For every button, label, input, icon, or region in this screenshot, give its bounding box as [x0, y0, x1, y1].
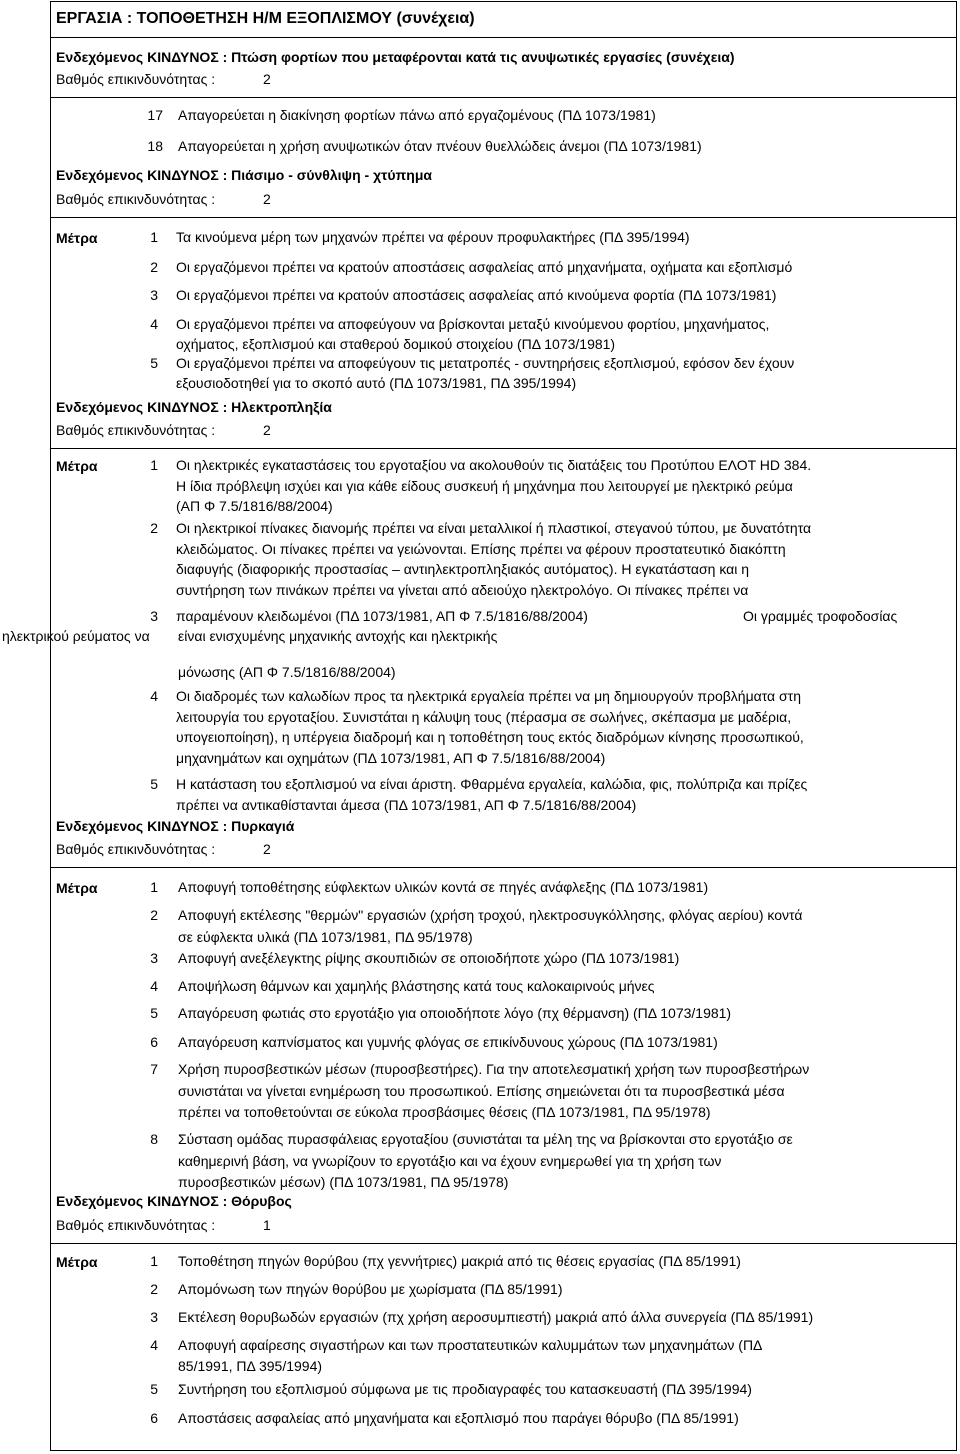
item-number: 1 [150, 1253, 158, 1269]
item-number: 3 [150, 287, 158, 303]
item-text-line: Οι εργαζόμενοι πρέπει να αποφεύγουν να βρίσκονται μεταξύ κινούμενου φορτίου, μηχανήματος, [176, 316, 770, 332]
item-text-line: Αποφυγή τοποθέτησης εύφλεκτων υλικών κοντά σε πηγές ανάφλεξης (ΠΔ 1073/1981) [178, 879, 709, 895]
item-number: 4 [150, 1337, 158, 1353]
risk-label: Βαθμός επικινδυνότητας : [56, 1217, 216, 1233]
item-number: 3 [150, 608, 158, 624]
item-text-line: συνιστάται να γίνεται ενημέρωση του προσωπικού. Επίσης σημειώνεται ότι τα πυροσβεστικά μέσα [178, 1082, 785, 1099]
item-number: 6 [150, 1034, 158, 1050]
item-text-line: Αποφυγή εκτέλεσης "θερμών" εργασιών (χρήση τροχού, ηλεκτροσυγκόλλησης, φλόγας αερίου) κοντά [178, 907, 803, 923]
item-text-line: πρέπει να τοποθετούνται σε εύκολα προσβάσιμες θέσεις (ΠΔ 1073/1981, ΠΔ 95/1978) [178, 1104, 711, 1120]
item-text-continuation: ηλεκτρικού ρεύματος να [2, 628, 150, 644]
risk-value: 1 [263, 1217, 271, 1233]
block-divider [50, 867, 957, 868]
item-text-line: καθημερινή βάση, να γνωρίζουν το εργοτάξιο και να έχουν ενημερωθεί για τη χρήση των [178, 1152, 722, 1169]
item-number: 18 [147, 138, 163, 154]
item-text-line: Σύσταση ομάδας πυρασφάλειας εργοταξίου (συνιστάται τα μέλη της να βρίσκονται στο εργοτάξιο σε [178, 1131, 793, 1147]
item-number: 8 [150, 1131, 158, 1147]
risk-value: 2 [263, 191, 271, 207]
item-text-line: Τα κινούμενα μέρη των μηχανών πρέπει να φέρουν προφυλακτήρες (ΠΔ 395/1994) [176, 229, 690, 245]
item-number: 1 [150, 879, 158, 895]
hazard-heading: Ενδεχόμενος ΚΙΝΔΥΝΟΣ : Πτώση φορτίων που μεταφέρονται κατά τις ανυψωτικές εργασίες (συνέχεια) [56, 49, 735, 65]
item-number: 2 [150, 907, 158, 923]
hazard-heading: Ενδεχόμενος ΚΙΝΔΥΝΟΣ : Πιάσιμο - σύνθλιψη - χτύπημα [56, 167, 432, 183]
item-text-line: Η κατάσταση του εξοπλισμού να είναι άριστη. Φθαρμένα εργαλεία, καλώδια, φις, πολύπριζα και πρίζες [176, 776, 808, 792]
item-number: 4 [150, 978, 158, 994]
item-text-line: πυροσβεστικών μέσων) (ΠΔ 1073/1981, ΠΔ 95/1978) [178, 1174, 509, 1190]
item-text-line: οχήματος, εξοπλισμού και σταθερού δομικού στοιχείου (ΠΔ 1073/1981) [176, 336, 616, 352]
document-frame [50, 1, 957, 1451]
page-title: ΕΡΓΑΣΙΑ : ΤΟΠΟΘΕΤΗΣΗ Η/Μ ΕΞΟΠΛΙΣΜΟΥ (συνέχεια) [56, 10, 475, 27]
risk-label: Βαθμός επικινδυνότητας : [56, 191, 216, 207]
item-text-line: σε εύφλεκτα υλικά (ΠΔ 1073/1981, ΠΔ 95/1978) [178, 928, 473, 945]
item-number: 3 [150, 1309, 158, 1325]
item-text-line: Οι εργαζόμενοι πρέπει να αποφεύγουν τις μετατροπές - συντηρήσεις εξοπλισμού, εφόσον δεν έχουν [176, 355, 795, 371]
item-text-line: Τοποθέτηση πηγών θορύβου (πχ γεννήτριες) μακριά από τις θέσεις εργασίας (ΠΔ 85/1991) [178, 1253, 741, 1269]
item-text-line: Απαγόρευση φωτιάς στο εργοτάξιο για οποιοδήποτε λόγο (πχ θέρμανση) (ΠΔ 1073/1981) [178, 1005, 732, 1021]
item-text-line: Απαγορεύεται η διακίνηση φορτίων πάνω από εργαζομένους (ΠΔ 1073/1981) [178, 107, 656, 123]
item-text-line: υπογειοποίηση), η υπέργεια διαδρομή και η τοποθέτηση τους εκτός διαδρόμων κίνησης προσωπικού, [176, 729, 804, 745]
item-text-line: Οι ηλεκτρικές εγκαταστάσεις του εργοταξίου να ακολουθούν τις διατάξεις του Προτύπου ΕΛΟΤ HD 384. [176, 457, 812, 473]
item-text-line: Αποψήλωση θάμνων και χαμηλής βλάστησης κατά τους καλοκαιρινούς μήνες [178, 978, 655, 994]
hazard-heading: Ενδεχόμενος ΚΙΝΔΥΝΟΣ : Πυρκαγιά [56, 818, 295, 834]
item-number: 5 [150, 1005, 158, 1021]
hazard-heading: Ενδεχόμενος ΚΙΝΔΥΝΟΣ : Θόρυβος [56, 1193, 292, 1209]
item-number: 7 [150, 1061, 158, 1077]
item-text-line: Απαγορεύεται η χρήση ανυψωτικών όταν πνέουν θυελλώδεις άνεμοι (ΠΔ 1073/1981) [178, 138, 702, 154]
metra-label: Μέτρα [56, 230, 98, 246]
item-number: 4 [150, 688, 158, 704]
item-number: 5 [150, 355, 158, 371]
item-number: 1 [150, 229, 158, 245]
risk-label: Βαθμός επικινδυνότητας : [56, 841, 216, 857]
item-text-line: πρέπει να αντικαθίστανται άμεσα (ΠΔ 1073/1981, ΑΠ Φ 7.5/1816/88/2004) [176, 796, 637, 813]
item-text-line: Απομόνωση των πηγών θορύβου με χωρίσματα (ΠΔ 85/1991) [178, 1281, 563, 1297]
block-divider [50, 97, 957, 98]
item-text-line: συντήρηση των πινάκων πρέπει να γίνεται από αδειούχο ηλεκτρολόγο. Οι πίνακες πρέπει να [176, 581, 749, 598]
item-number: 6 [150, 1410, 158, 1426]
item-text-line: εξουσιοδοτηθεί για το σκοπό αυτό (ΠΔ 1073/1981, ΠΔ 395/1994) [176, 375, 577, 391]
item-text-line: Απαγόρευση καπνίσματος και γυμνής φλόγας σε επικίνδυνους χώρους (ΠΔ 1073/1981) [178, 1034, 718, 1050]
risk-label: Βαθμός επικινδυνότητας : [56, 71, 216, 87]
item-text-continuation: είναι ενισχυμένης μηχανικής αντοχής και ηλεκτρικής [178, 628, 498, 644]
item-number: 5 [150, 776, 158, 792]
block-divider [50, 448, 957, 449]
risk-value: 2 [263, 71, 271, 87]
item-text-line: κλειδώματος. Οι πίνακες πρέπει να γειώνονται. Επίσης πρέπει να φέρουν προστατευτικό διακόπτη [176, 540, 786, 557]
item-text-line: Οι διαδρομές των καλωδίων προς τα ηλεκτρικά εργαλεία πρέπει να μη δημιουργούν προβλήματα στη [176, 688, 801, 704]
hazard-heading: Ενδεχόμενος ΚΙΝΔΥΝΟΣ : Ηλεκτροπληξία [56, 399, 332, 415]
item-text-line: διαφυγής (διαφορικής προστασίας – αντιηλεκτροπληξιακός αυτόματος). Η εγκατάσταση και η [176, 561, 750, 577]
item-number: 3 [150, 950, 158, 966]
item-text-line: παραμένουν κλειδωμένοι (ΠΔ 1073/1981, ΑΠ Φ 7.5/1816/88/2004) [176, 608, 588, 624]
item-text-line: λειτουργία του εργοταξίου. Συνιστάται η κάλυψη τους (πέρασμα σε σωλήνες, σκέπασμα με μαδέρια, [176, 708, 792, 725]
item-number: 2 [150, 520, 158, 536]
metra-label: Μέτρα [56, 458, 98, 474]
item-number: 2 [150, 259, 158, 275]
title-divider [50, 37, 957, 38]
block-divider [50, 1243, 957, 1244]
metra-label: Μέτρα [56, 1254, 98, 1270]
item-text-line: 85/1991, ΠΔ 395/1994) [178, 1358, 323, 1374]
item-text-continuation: Οι γραμμές τροφοδοσίας [743, 608, 898, 624]
risk-value: 2 [263, 841, 271, 857]
metra-label: Μέτρα [56, 880, 98, 896]
item-number: 17 [147, 107, 163, 123]
item-text-line: Αποστάσεις ασφαλείας από μηχανήματα και εξοπλισμό που παράγει θόρυβο (ΠΔ 85/1991) [178, 1410, 739, 1426]
item-text-line: Εκτέλεση θορυβωδών εργασιών (πχ χρήση αεροσυμπιεστή) μακριά από άλλα συνεργεία (ΠΔ 85/1991) [178, 1309, 814, 1325]
item-number: 4 [150, 316, 158, 332]
block-divider [50, 217, 957, 218]
item-text-line: Αποφυγή αφαίρεσης σιγαστήρων και των προστατευτικών καλυμμάτων των μηχανημάτων (ΠΔ [178, 1337, 763, 1353]
item-number: 5 [150, 1381, 158, 1397]
item-number: 1 [150, 457, 158, 473]
item-text-line: Οι ηλεκτρικοί πίνακες διανομής πρέπει να είναι μεταλλικοί ή πλαστικοί, στεγανού τύπου, με δυνατότητα [176, 520, 812, 536]
item-text-line: Οι εργαζόμενοι πρέπει να κρατούν αποστάσεις ασφαλείας από κινούμενα φορτία (ΠΔ 1073/1981) [176, 287, 777, 303]
item-text-line: Οι εργαζόμενοι πρέπει να κρατούν αποστάσεις ασφαλείας από μηχανήματα, οχήματα και εξοπλισμό [176, 259, 793, 275]
item-text-line: Συντήρηση του εξοπλισμού σύμφωνα με τις προδιαγραφές του κατασκευαστή (ΠΔ 395/1994) [178, 1381, 752, 1397]
item-text-line: Η ίδια πρόβλεψη ισχύει και για κάθε είδους συσκευή ή μηχάνημα που λειτουργεί με ηλεκτρικό ρεύμα [176, 477, 793, 494]
item-text-line: μόνωσης (ΑΠ Φ 7.5/1816/88/2004) [178, 664, 396, 680]
risk-value: 2 [263, 422, 271, 438]
item-text-line: Χρήση πυροσβεστικών μέσων (πυροσβεστήρες). Για την αποτελεσματική χρήση των πυροσβεστήρων [178, 1061, 810, 1077]
item-text-line: μηχανημάτων και οχημάτων (ΠΔ 1073/1981, ΑΠ Φ 7.5/1816/88/2004) [176, 749, 606, 766]
risk-label: Βαθμός επικινδυνότητας : [56, 422, 216, 438]
item-number: 2 [150, 1281, 158, 1297]
item-text-line: Αποφυγή ανεξέλεγκτης ρίψης σκουπιδιών σε οποιοδήποτε χώρο (ΠΔ 1073/1981) [178, 950, 680, 966]
item-text-line: (ΑΠ Φ 7.5/1816/88/2004) [176, 498, 333, 514]
